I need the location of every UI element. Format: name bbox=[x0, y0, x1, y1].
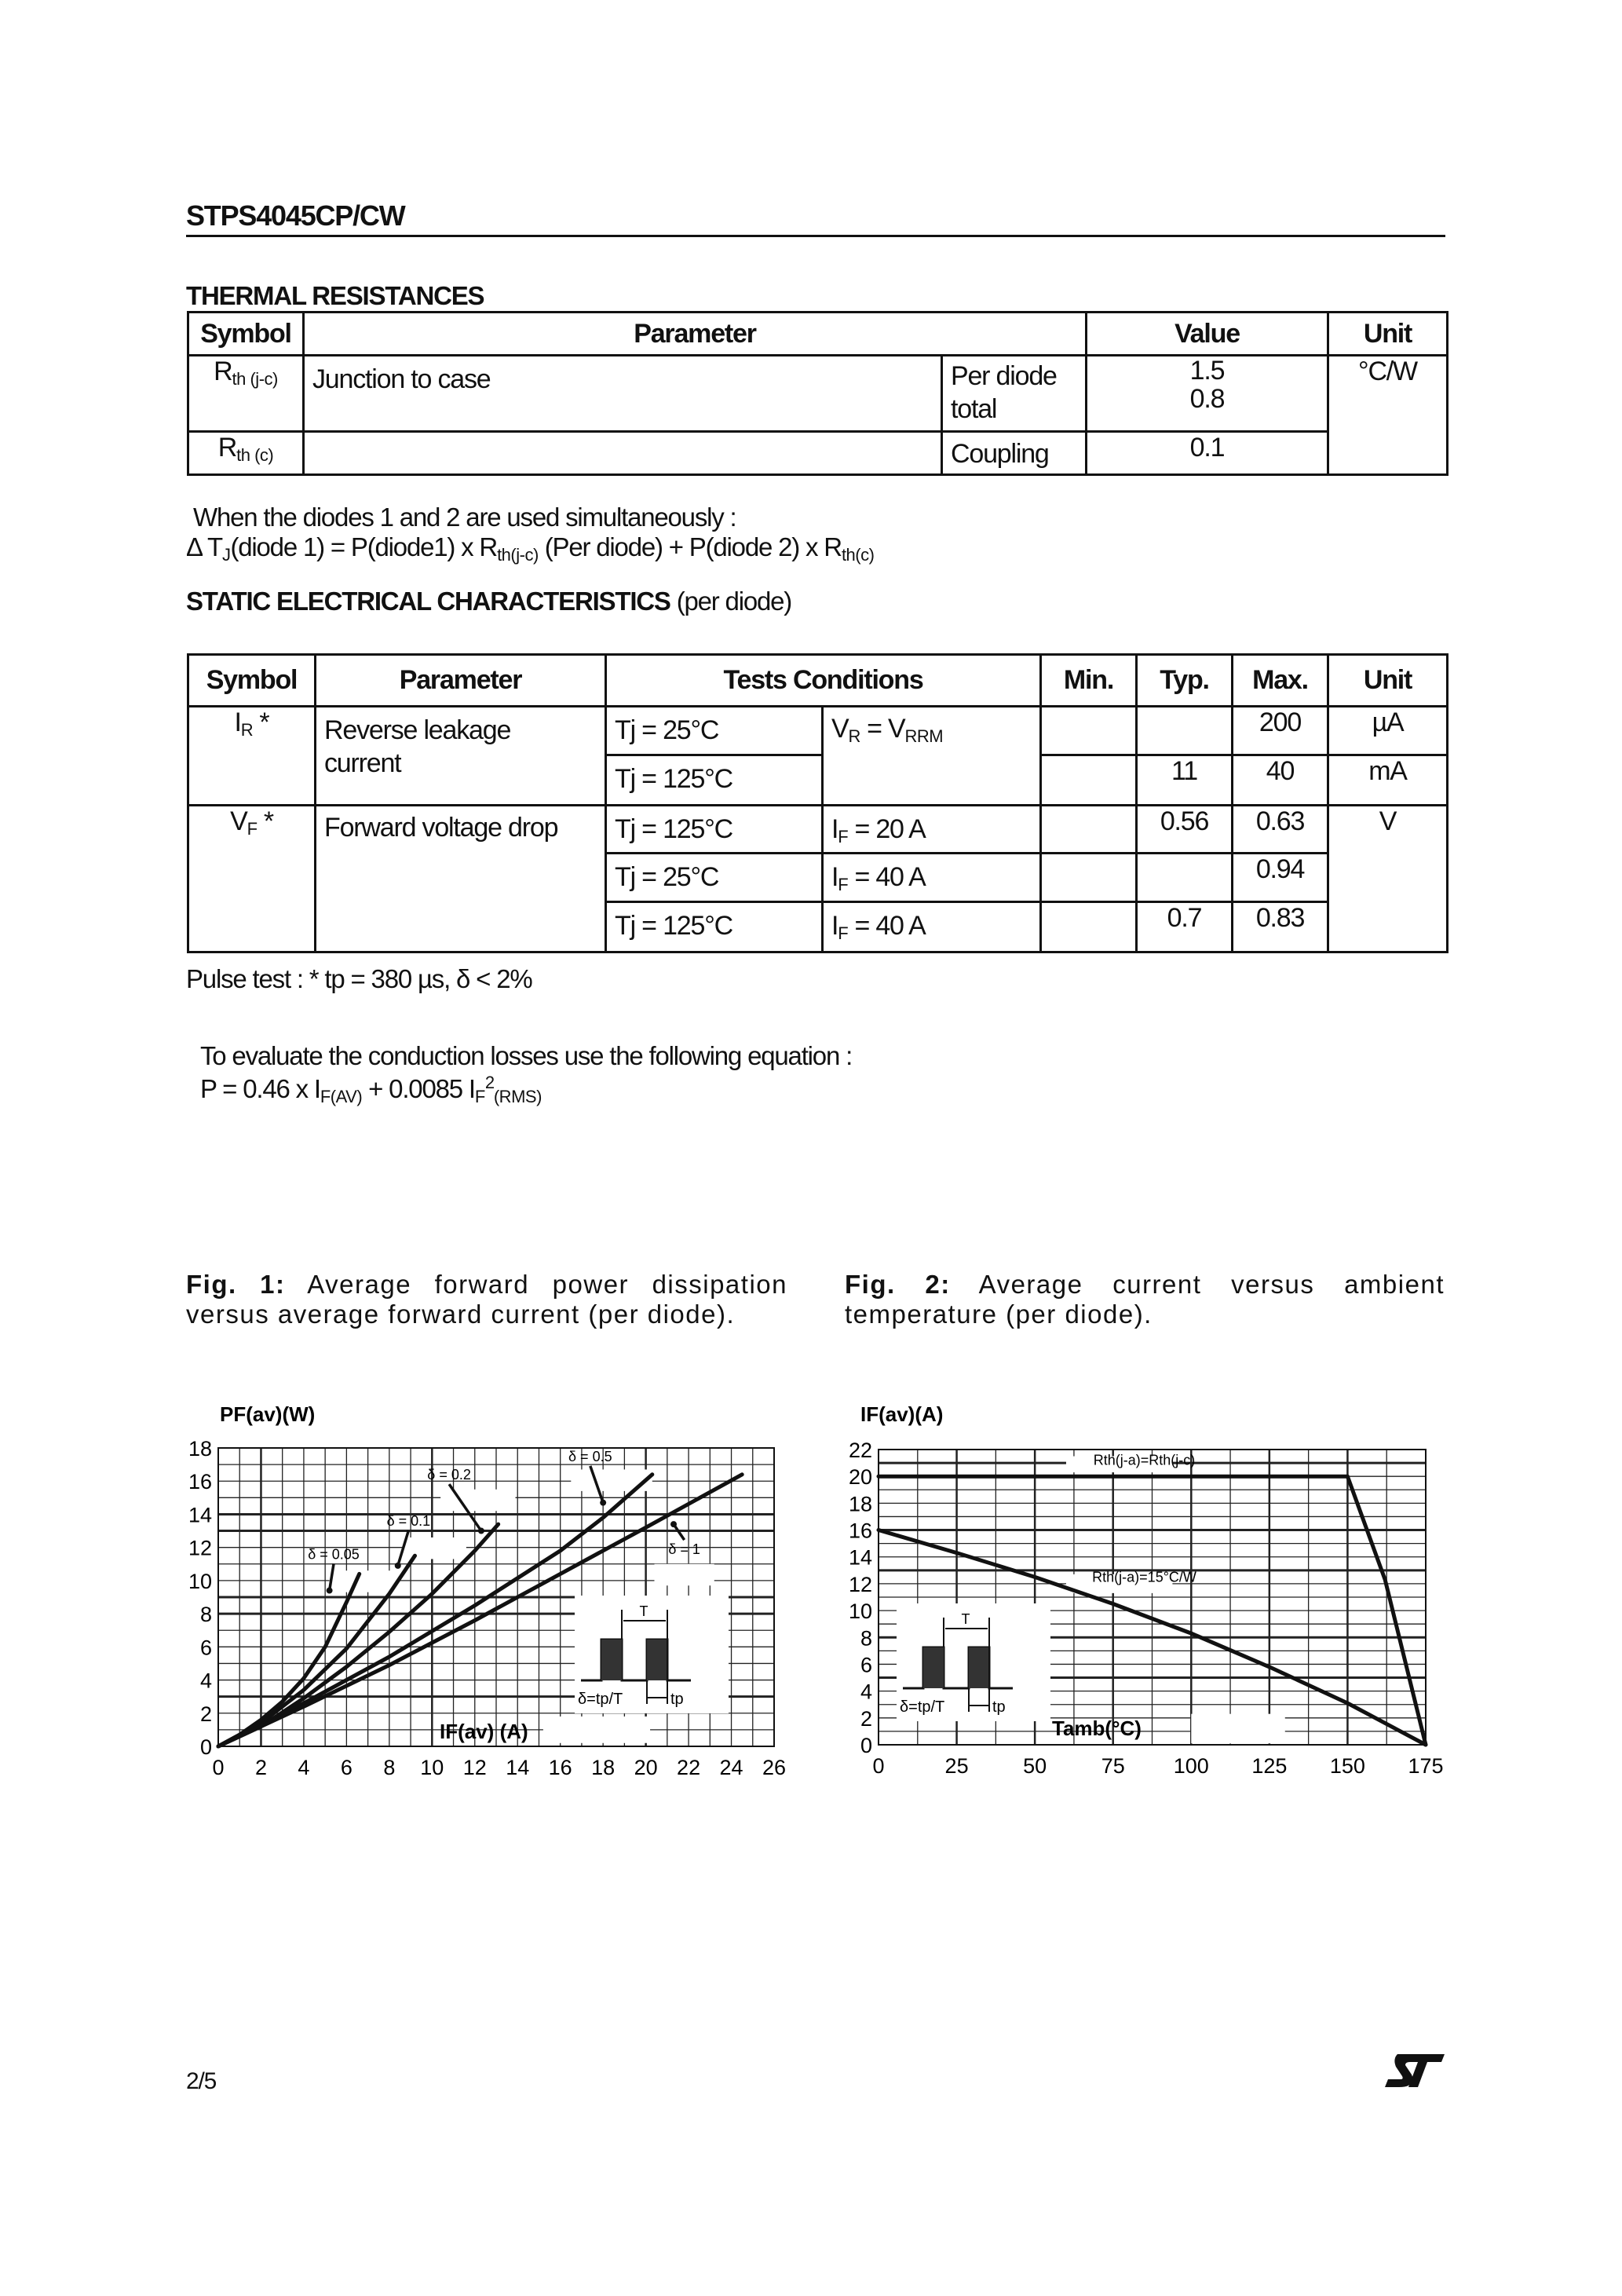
page-number: 2/5 bbox=[186, 2068, 217, 2094]
unit-cell: °C/W bbox=[1328, 356, 1448, 475]
if-cell: $I_F = 40$ A bbox=[823, 854, 1041, 902]
y-tick-label: 10 bbox=[188, 1569, 212, 1593]
x-tick-label: 24 bbox=[719, 1756, 743, 1779]
y-tick-label: 6 bbox=[860, 1653, 872, 1677]
min-cell bbox=[1041, 902, 1137, 952]
y-tick-label: 0 bbox=[860, 1734, 872, 1757]
y-axis-label: IF(av)(A) bbox=[860, 1402, 944, 1426]
y-axis-label: PF(av)(W) bbox=[220, 1402, 316, 1426]
vr-cell: $V_R = V_{RRM}$ bbox=[823, 707, 1041, 806]
x-axis-label: IF(av) (A) bbox=[440, 1720, 528, 1743]
if-cell: $I_F = 40$ A bbox=[823, 902, 1041, 952]
x-tick-label: 20 bbox=[634, 1756, 658, 1779]
unit-cell: V bbox=[1328, 806, 1448, 952]
label-background bbox=[655, 1564, 714, 1585]
parameter-cell: Junction to case bbox=[304, 356, 942, 432]
tj-cell: Tj = 125°C bbox=[606, 755, 823, 806]
y-tick-label: 18 bbox=[188, 1437, 212, 1461]
y-tick-label: 22 bbox=[848, 1439, 872, 1462]
x-tick-label: 22 bbox=[677, 1756, 701, 1779]
table-row bbox=[188, 707, 1448, 755]
y-tick-label: 14 bbox=[848, 1545, 872, 1570]
x-tick-label: 100 bbox=[1173, 1754, 1209, 1778]
value-cell: 1.5 0.8 bbox=[1087, 356, 1328, 432]
header-conditions: Tests Conditions bbox=[606, 655, 1041, 707]
x-axis-label: Tamb(°C) bbox=[1052, 1717, 1142, 1740]
pulse-test-note: Pulse test : * tp = 380 µs, δ < 2% bbox=[186, 964, 532, 993]
header-symbol: Symbol bbox=[188, 313, 304, 356]
y-tick-label: 14 bbox=[188, 1503, 212, 1527]
period-label: T bbox=[961, 1611, 970, 1627]
symbol-cell: $I_R$ * bbox=[188, 707, 316, 806]
x-tick-label: 6 bbox=[340, 1756, 353, 1779]
x-tick-label: 4 bbox=[298, 1756, 310, 1779]
y-tick-label: 4 bbox=[199, 1669, 212, 1693]
note-line: When the diodes 1 and 2 are used simultaneously : bbox=[193, 503, 736, 532]
x-tick-label: 8 bbox=[383, 1756, 396, 1779]
arrow-head bbox=[670, 1521, 677, 1527]
x-tick-label: 150 bbox=[1329, 1754, 1365, 1778]
fig2-caption: Fig. 2: Average current versus ambient temperature (per diode). bbox=[845, 1270, 1445, 1329]
header-unit: Unit bbox=[1328, 313, 1448, 356]
y-tick-label: 16 bbox=[848, 1519, 872, 1543]
st-logo bbox=[1383, 2051, 1446, 2089]
x-tick-label: 25 bbox=[944, 1754, 969, 1778]
y-tick-label: 2 bbox=[199, 1702, 212, 1726]
parameter-cell: Forward voltage drop bbox=[316, 806, 606, 952]
label-background bbox=[571, 1469, 652, 1490]
fig1-chart bbox=[157, 1390, 816, 1798]
min-cell bbox=[1041, 707, 1137, 755]
y-tick-label: 10 bbox=[848, 1600, 872, 1624]
table-row bbox=[188, 356, 1448, 432]
conduction-equation: P = 0.46 x $I_{F(AV)} + 0.0085$ $I_F^2_{(RMS)}$ bbox=[200, 1073, 542, 1106]
y-tick-label: 16 bbox=[188, 1470, 212, 1494]
x-tick-label: 16 bbox=[548, 1756, 572, 1779]
x-tick-label: 18 bbox=[591, 1756, 616, 1779]
arrow-head bbox=[327, 1588, 333, 1594]
tj-cell: Tj = 125°C bbox=[606, 902, 823, 952]
x-tick-label: 125 bbox=[1251, 1754, 1288, 1778]
x-tick-label: 175 bbox=[1408, 1754, 1444, 1778]
header-max: Max. bbox=[1233, 655, 1328, 707]
thermal-heading: THERMAL RESISTANCES bbox=[186, 281, 484, 310]
static-table bbox=[187, 653, 1448, 953]
typ-cell: 0.56 bbox=[1137, 806, 1233, 854]
x-tick-label: 0 bbox=[872, 1754, 885, 1778]
header-min: Min. bbox=[1041, 655, 1137, 707]
series-label: δ = 0.5 bbox=[568, 1448, 612, 1464]
pulse-hatch bbox=[923, 1647, 944, 1688]
symbol-cell: $R_{th (c)}$ bbox=[188, 432, 304, 475]
tp-label: tp bbox=[992, 1698, 1006, 1716]
series-label: δ = 0.1 bbox=[386, 1513, 431, 1530]
x-tick-label: 75 bbox=[1101, 1754, 1125, 1778]
y-tick-label: 12 bbox=[188, 1536, 212, 1560]
pulse-hatch bbox=[969, 1647, 989, 1688]
y-tick-label: 0 bbox=[199, 1735, 212, 1759]
y-tick-label: 18 bbox=[848, 1492, 872, 1516]
static-heading: STATIC ELECTRICAL CHARACTERISTICS (per diode) bbox=[186, 587, 792, 616]
label-background bbox=[440, 1490, 515, 1511]
typ-cell bbox=[1137, 707, 1233, 755]
pulse-hatch bbox=[601, 1640, 622, 1680]
min-cell bbox=[1041, 806, 1137, 854]
min-cell bbox=[1041, 854, 1137, 902]
note-equation: Δ $T_J(diode$ 1) = P(diode1) x $R_{th(j-c)}$ (Per diode) + P(diode 2) x $R_{th(c)}$ bbox=[186, 532, 875, 565]
x-tick-label: 12 bbox=[462, 1756, 487, 1779]
parameter-cell: Reverse leakage current bbox=[316, 707, 606, 806]
x-tick-label: 2 bbox=[254, 1756, 267, 1779]
header-parameter: Parameter bbox=[316, 655, 606, 707]
unit-cell: µA bbox=[1328, 707, 1448, 755]
tj-cell: Tj = 125°C bbox=[606, 806, 823, 854]
tj-cell: Tj = 25°C bbox=[606, 854, 823, 902]
conduction-note: To evaluate the conduction losses use the following equation : bbox=[200, 1041, 853, 1070]
fig2-chart bbox=[816, 1390, 1476, 1798]
typ-cell: 11 bbox=[1137, 755, 1233, 806]
symbol-cell: $R_{th (j-c)}$ bbox=[188, 356, 304, 432]
duty-formula: δ=tp/T bbox=[900, 1698, 945, 1716]
y-tick-label: 20 bbox=[848, 1465, 872, 1490]
series-label: Rth(j-a)=15°C/W bbox=[1092, 1569, 1196, 1585]
series-label: δ = 0.05 bbox=[308, 1546, 360, 1563]
pulse-hatch bbox=[647, 1640, 667, 1680]
fig1-caption: Fig. 1: Average forward power dissipation versus average forward current (per diode). bbox=[186, 1270, 787, 1329]
header-value: Value bbox=[1087, 313, 1328, 356]
thermal-table bbox=[187, 311, 1448, 476]
pulse-inset-diagram bbox=[575, 1596, 729, 1713]
period-label: T bbox=[639, 1603, 648, 1619]
header-symbol: Symbol bbox=[188, 655, 316, 707]
arrow-head bbox=[478, 1528, 484, 1534]
table-row bbox=[188, 806, 1448, 854]
parameter-cell bbox=[304, 432, 942, 475]
condition-cell: Coupling bbox=[942, 432, 1087, 475]
tj-cell: Tj = 25°C bbox=[606, 707, 823, 755]
max-cell: 40 bbox=[1233, 755, 1328, 806]
x-tick-label: 26 bbox=[762, 1756, 787, 1779]
label-background bbox=[543, 1717, 650, 1743]
label-background bbox=[1191, 1714, 1284, 1744]
y-tick-label: 6 bbox=[199, 1636, 212, 1660]
y-tick-label: 4 bbox=[860, 1680, 872, 1704]
symbol-cell: $V_F$ * bbox=[188, 806, 316, 952]
y-tick-label: 2 bbox=[860, 1706, 872, 1731]
unit-cell: mA bbox=[1328, 755, 1448, 806]
label-background bbox=[402, 1537, 466, 1559]
header-unit: Unit bbox=[1328, 655, 1448, 707]
max-cell: 0.94 bbox=[1233, 854, 1328, 902]
max-cell: 0.63 bbox=[1233, 806, 1328, 854]
pulse-inset-diagram bbox=[897, 1603, 1050, 1721]
header-parameter: Parameter bbox=[304, 313, 1087, 356]
typ-cell: 0.7 bbox=[1137, 902, 1233, 952]
value-cell: 0.1 bbox=[1087, 432, 1328, 475]
series-label: Rth(j-a)=Rth(j-c) bbox=[1093, 1452, 1196, 1468]
min-cell bbox=[1041, 755, 1137, 806]
duty-formula: δ=tp/T bbox=[578, 1691, 623, 1708]
x-tick-label: 14 bbox=[506, 1756, 530, 1779]
max-cell: 0.83 bbox=[1233, 902, 1328, 952]
x-tick-label: 0 bbox=[212, 1756, 225, 1779]
y-tick-label: 12 bbox=[848, 1572, 872, 1596]
series-label: δ = 1 bbox=[668, 1541, 700, 1558]
header-typ: Typ. bbox=[1137, 655, 1233, 707]
y-tick-label: 8 bbox=[199, 1603, 212, 1627]
if-cell: $I_F = 20$ A bbox=[823, 806, 1041, 854]
label-background bbox=[330, 1570, 398, 1592]
arrow-head bbox=[395, 1563, 401, 1569]
document-title: STPS4045CP/CW bbox=[186, 199, 405, 232]
arrow-head bbox=[600, 1500, 606, 1506]
series-label: δ = 0.2 bbox=[427, 1467, 471, 1483]
y-tick-label: 8 bbox=[860, 1626, 872, 1651]
table-row bbox=[188, 432, 1448, 475]
header-rule bbox=[186, 235, 1445, 237]
typ-cell bbox=[1137, 854, 1233, 902]
x-tick-label: 10 bbox=[420, 1756, 444, 1779]
condition-cell: Per diode total bbox=[942, 356, 1087, 432]
tp-label: tp bbox=[670, 1691, 684, 1708]
max-cell: 200 bbox=[1233, 707, 1328, 755]
x-tick-label: 50 bbox=[1023, 1754, 1047, 1778]
